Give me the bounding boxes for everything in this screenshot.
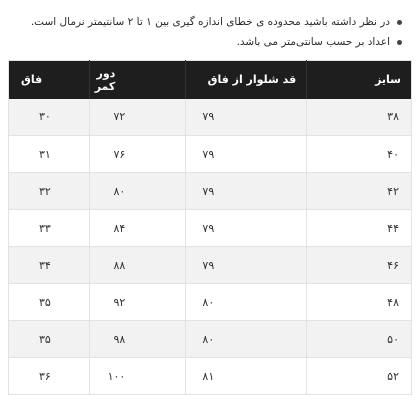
note-text: در نظر داشته باشید محدوده ی خطای اندازه گیری بین ۱ تا ۲ سانتیمتر نرمال است.: [30, 16, 390, 28]
cell-size: ۴۰: [307, 136, 412, 173]
cell-length: ۸۰: [186, 284, 307, 321]
table-row: [9, 247, 412, 284]
table-row: [9, 321, 412, 358]
cell-length: ۷۹: [186, 99, 307, 136]
cell-length: ۷۹: [186, 210, 307, 247]
table-body: [9, 99, 412, 395]
cell-waist: ۸۸: [89, 247, 186, 284]
cell-waist: ۸۴: [89, 210, 186, 247]
cell-length: ۷۹: [186, 173, 307, 210]
note-text: اعداد بر حسب سانتی‌متر می باشد.: [236, 36, 390, 48]
cell-waist: ۷۶: [89, 136, 186, 173]
header-inseam: فاق: [9, 61, 90, 99]
cell-size: ۴۸: [307, 284, 412, 321]
cell-waist: ۷۲: [89, 99, 186, 136]
cell-inseam: ۳۰: [9, 99, 90, 136]
bullet-icon: [397, 40, 402, 45]
header-size: سایز: [307, 61, 412, 99]
cell-length: ۷۹: [186, 136, 307, 173]
cell-inseam: ۳۴: [9, 247, 90, 284]
table-row: [9, 210, 412, 247]
cell-size: ۵۲: [307, 358, 412, 395]
size-table-container: [8, 60, 412, 395]
cell-waist: ۹۲: [89, 284, 186, 321]
cell-size: ۵۰: [307, 321, 412, 358]
cell-waist: ۱۰۰: [89, 358, 186, 395]
note-item: [10, 12, 402, 32]
table-row: [9, 99, 412, 136]
cell-length: ۸۱: [186, 358, 307, 395]
table-header-row: [9, 61, 412, 99]
cell-size: ۴۶: [307, 247, 412, 284]
table-row: [9, 358, 412, 395]
table-row: [9, 173, 412, 210]
notes-list: [10, 12, 402, 52]
cell-size: ۴۲: [307, 173, 412, 210]
cell-inseam: ۳۵: [9, 284, 90, 321]
note-item: [10, 32, 402, 52]
cell-inseam: ۳۲: [9, 173, 90, 210]
cell-waist: ۸۰: [89, 173, 186, 210]
cell-length: ۷۹: [186, 247, 307, 284]
size-table: [8, 60, 412, 395]
cell-inseam: ۳۱: [9, 136, 90, 173]
cell-inseam: ۳۳: [9, 210, 90, 247]
table-row: [9, 284, 412, 321]
cell-inseam: ۳۵: [9, 321, 90, 358]
header-length: قد شلوار از فاق: [186, 61, 307, 99]
cell-length: ۸۰: [186, 321, 307, 358]
cell-size: ۴۴: [307, 210, 412, 247]
cell-size: ۳۸: [307, 99, 412, 136]
table-row: [9, 136, 412, 173]
cell-inseam: ۳۶: [9, 358, 90, 395]
table-header: [9, 61, 412, 99]
header-waist: دور کمر: [89, 61, 186, 99]
cell-waist: ۹۸: [89, 321, 186, 358]
bullet-icon: [397, 20, 402, 25]
